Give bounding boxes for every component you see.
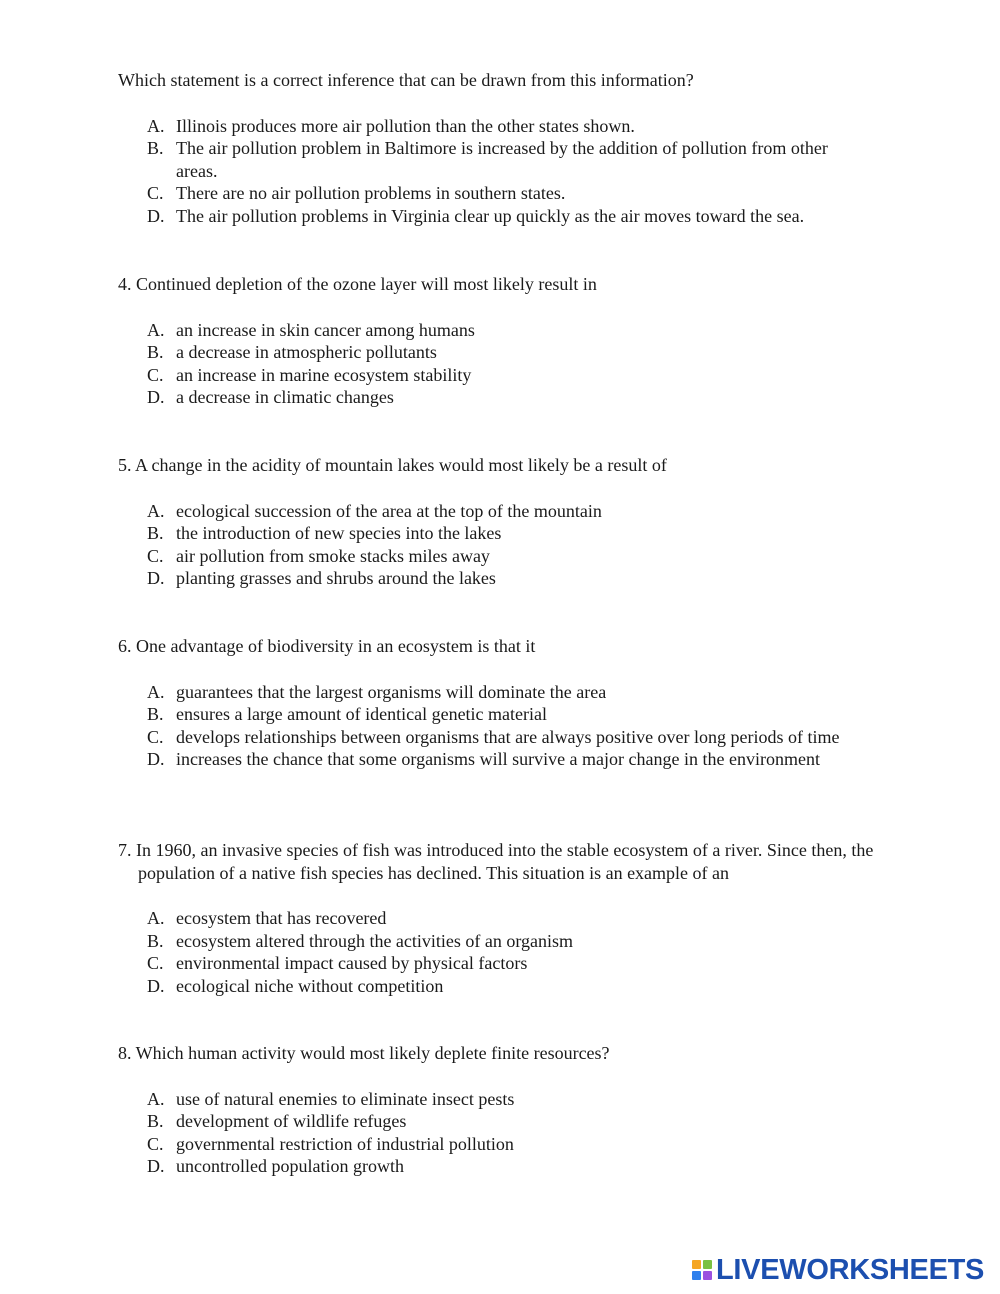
option-letter: B. [147, 1111, 164, 1132]
option-8a[interactable] [118, 1088, 898, 1111]
option-text: ecosystem altered through the activities of an organism [176, 930, 574, 951]
question-5 [118, 454, 898, 590]
option-letter: A. [147, 908, 165, 929]
option-text: increases the chance that some organisms will survive a major change in the environment [176, 749, 820, 770]
option-text: There are no air pollution problems in southern states. [176, 183, 566, 204]
option-6b[interactable] [118, 703, 898, 726]
option-letter: D. [147, 568, 165, 589]
question-6 [118, 635, 898, 771]
question-6-stem: 6. One advantage of biodiversity in an ecosystem is that it [118, 636, 536, 656]
question-8 [118, 1042, 898, 1178]
option-8d[interactable] [118, 1155, 898, 1178]
option-text: a decrease in atmospheric pollutants [176, 342, 437, 363]
option-letter: C. [147, 364, 164, 385]
option-text: air pollution from smoke stacks miles away [176, 545, 490, 566]
logo-square-4 [703, 1271, 712, 1280]
option-text: guarantees that the largest organisms will dominate the area [176, 681, 607, 702]
option-letter: D. [147, 387, 165, 408]
option-4d[interactable] [118, 386, 898, 409]
option-3a[interactable] [118, 115, 898, 138]
option-letter: B. [147, 704, 164, 725]
logo-square-3 [692, 1271, 701, 1280]
option-text: Illinois produces more air pollution than the other states shown. [176, 115, 635, 136]
option-text: develops relationships between organisms that are always positive over long periods of time [176, 726, 840, 747]
logo-square-2 [703, 1260, 712, 1269]
question-5-options [118, 500, 898, 590]
option-letter: C. [147, 545, 164, 566]
option-letter: A. [147, 115, 165, 136]
option-3d[interactable] [118, 205, 898, 228]
option-letter: D. [147, 205, 165, 226]
question-3-stem: Which statement is a correct inference that can be drawn from this information? [118, 70, 694, 90]
option-text: uncontrolled population growth [176, 1156, 404, 1177]
option-letter: C. [147, 953, 164, 974]
logo-text: LIVEWORKSHEETS [716, 1253, 985, 1286]
option-letter: B. [147, 138, 164, 159]
question-5-stem: 5. A change in the acidity of mountain lakes would most likely be a result of [118, 455, 667, 475]
option-text: ecosystem that has recovered [176, 908, 387, 929]
liveworksheets-logo[interactable] [692, 1255, 984, 1285]
option-7b[interactable] [118, 930, 898, 953]
option-letter: D. [147, 1156, 165, 1177]
question-8-stem: 8. Which human activity would most likely deplete finite resources? [118, 1043, 610, 1063]
option-6a[interactable] [118, 681, 898, 704]
option-3b[interactable] [118, 137, 898, 182]
option-letter: A. [147, 500, 165, 521]
option-text: The air pollution problems in Virginia clear up quickly as the air moves toward the sea. [176, 205, 805, 226]
option-text: use of natural enemies to eliminate insect pests [176, 1088, 515, 1109]
option-6c[interactable] [118, 726, 898, 749]
option-6d[interactable] [118, 748, 898, 771]
option-letter: B. [147, 342, 164, 363]
option-text: The air pollution problem in Baltimore is increased by the addition of pollution from other areas. [176, 138, 828, 181]
question-7 [118, 839, 898, 998]
logo-square-1 [692, 1260, 701, 1269]
question-8-options [118, 1088, 898, 1178]
question-3-options [118, 115, 898, 228]
option-5c[interactable] [118, 545, 898, 568]
option-text: a decrease in climatic changes [176, 387, 394, 408]
option-text: ecological niche without competition [176, 975, 444, 996]
option-letter: A. [147, 319, 165, 340]
question-4 [118, 273, 898, 409]
option-text: environmental impact caused by physical factors [176, 953, 528, 974]
option-text: ensures a large amount of identical genetic material [176, 704, 548, 725]
question-7-stem: 7. In 1960, an invasive species of fish was introduced into the stable ecosystem of a river. Since then, the population of a native fish species has declined. This situation is an example of an [118, 840, 874, 883]
option-3c[interactable] [118, 182, 898, 205]
option-letter: A. [147, 1088, 165, 1109]
option-4c[interactable] [118, 364, 898, 387]
option-7c[interactable] [118, 952, 898, 975]
question-3 [118, 69, 898, 228]
question-7-options [118, 907, 898, 997]
option-letter: D. [147, 749, 165, 770]
option-4b[interactable] [118, 341, 898, 364]
option-text: governmental restriction of industrial pollution [176, 1133, 514, 1154]
option-letter: C. [147, 183, 164, 204]
option-7d[interactable] [118, 975, 898, 998]
liveworksheets-logo-icon [692, 1260, 712, 1280]
option-letter: B. [147, 930, 164, 951]
question-6-options [118, 681, 898, 771]
option-5d[interactable] [118, 567, 898, 590]
option-text: development of wildlife refuges [176, 1111, 407, 1132]
question-4-stem: 4. Continued depletion of the ozone layer will most likely result in [118, 274, 597, 294]
option-4a[interactable] [118, 319, 898, 342]
option-8c[interactable] [118, 1133, 898, 1156]
option-text: ecological succession of the area at the top of the mountain [176, 500, 602, 521]
option-letter: D. [147, 975, 165, 996]
option-letter: C. [147, 1133, 164, 1154]
option-text: planting grasses and shrubs around the lakes [176, 568, 496, 589]
option-text: an increase in marine ecosystem stability [176, 364, 472, 385]
option-letter: A. [147, 681, 165, 702]
question-4-options [118, 319, 898, 409]
option-7a[interactable] [118, 907, 898, 930]
option-5a[interactable] [118, 500, 898, 523]
option-text: an increase in skin cancer among humans [176, 319, 475, 340]
option-5b[interactable] [118, 522, 898, 545]
option-8b[interactable] [118, 1110, 898, 1133]
option-letter: C. [147, 726, 164, 747]
option-text: the introduction of new species into the lakes [176, 523, 502, 544]
option-letter: B. [147, 523, 164, 544]
